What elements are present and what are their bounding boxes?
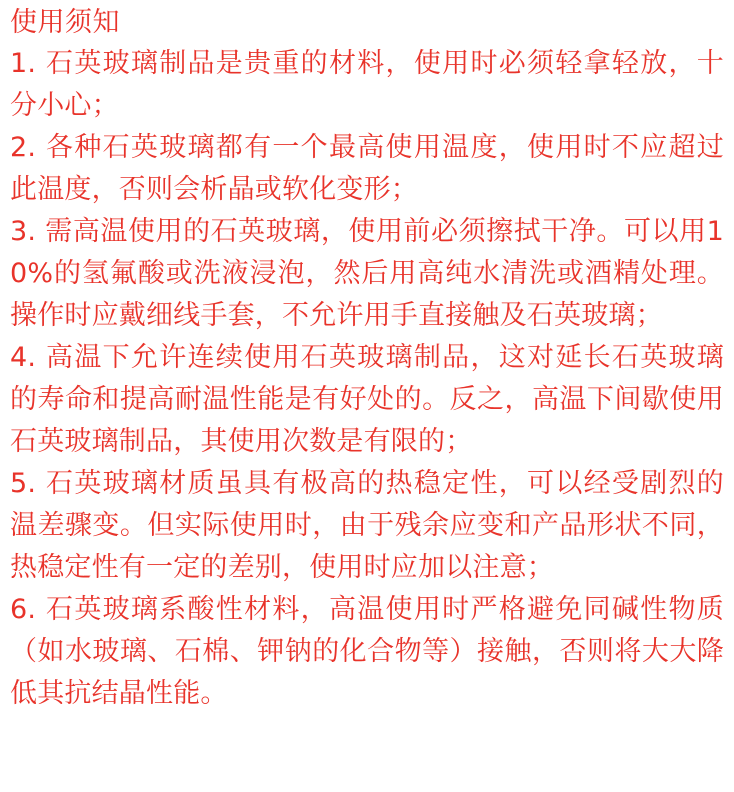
notice-item-4: 4. 高温下允许连续使用石英玻璃制品，这对延长石英玻璃的寿命和提高耐温性能是有好处的。反之，高温下间歇使用石英玻璃制品，其使用次数是有限的； [10, 342, 724, 457]
page-title: 使用须知 [10, 7, 120, 38]
notice-item-3: 3. 需高温使用的石英玻璃，使用前必须擦拭干净。可以用10%的氢氟酸或洗液浸泡，然后用高纯水清洗或酒精处理。操作时应戴细线手套，不允许用手直接触及石英玻璃； [10, 216, 724, 331]
notice-item-2: 2. 各种石英玻璃都有一个最高使用温度，使用时不应超过此温度，否则会析晶或软化变形； [10, 132, 724, 205]
notice-item-1: 1. 石英玻璃制品是贵重的材料，使用时必须轻拿轻放，十分小心； [10, 48, 724, 121]
notice-item-5: 5. 石英玻璃材质虽具有极高的热稳定性，可以经受剧烈的温差骤变。但实际使用时，由于残余应变和产品形状不同，热稳定性有一定的差别，使用时应加以注意； [10, 468, 724, 583]
notice-item-6: 6. 石英玻璃系酸性材料，高温使用时严格避免同碱性物质（如水玻璃、石棉、钾钠的化合物等）接触，否则将大大降低其抗结晶性能。 [10, 594, 724, 709]
